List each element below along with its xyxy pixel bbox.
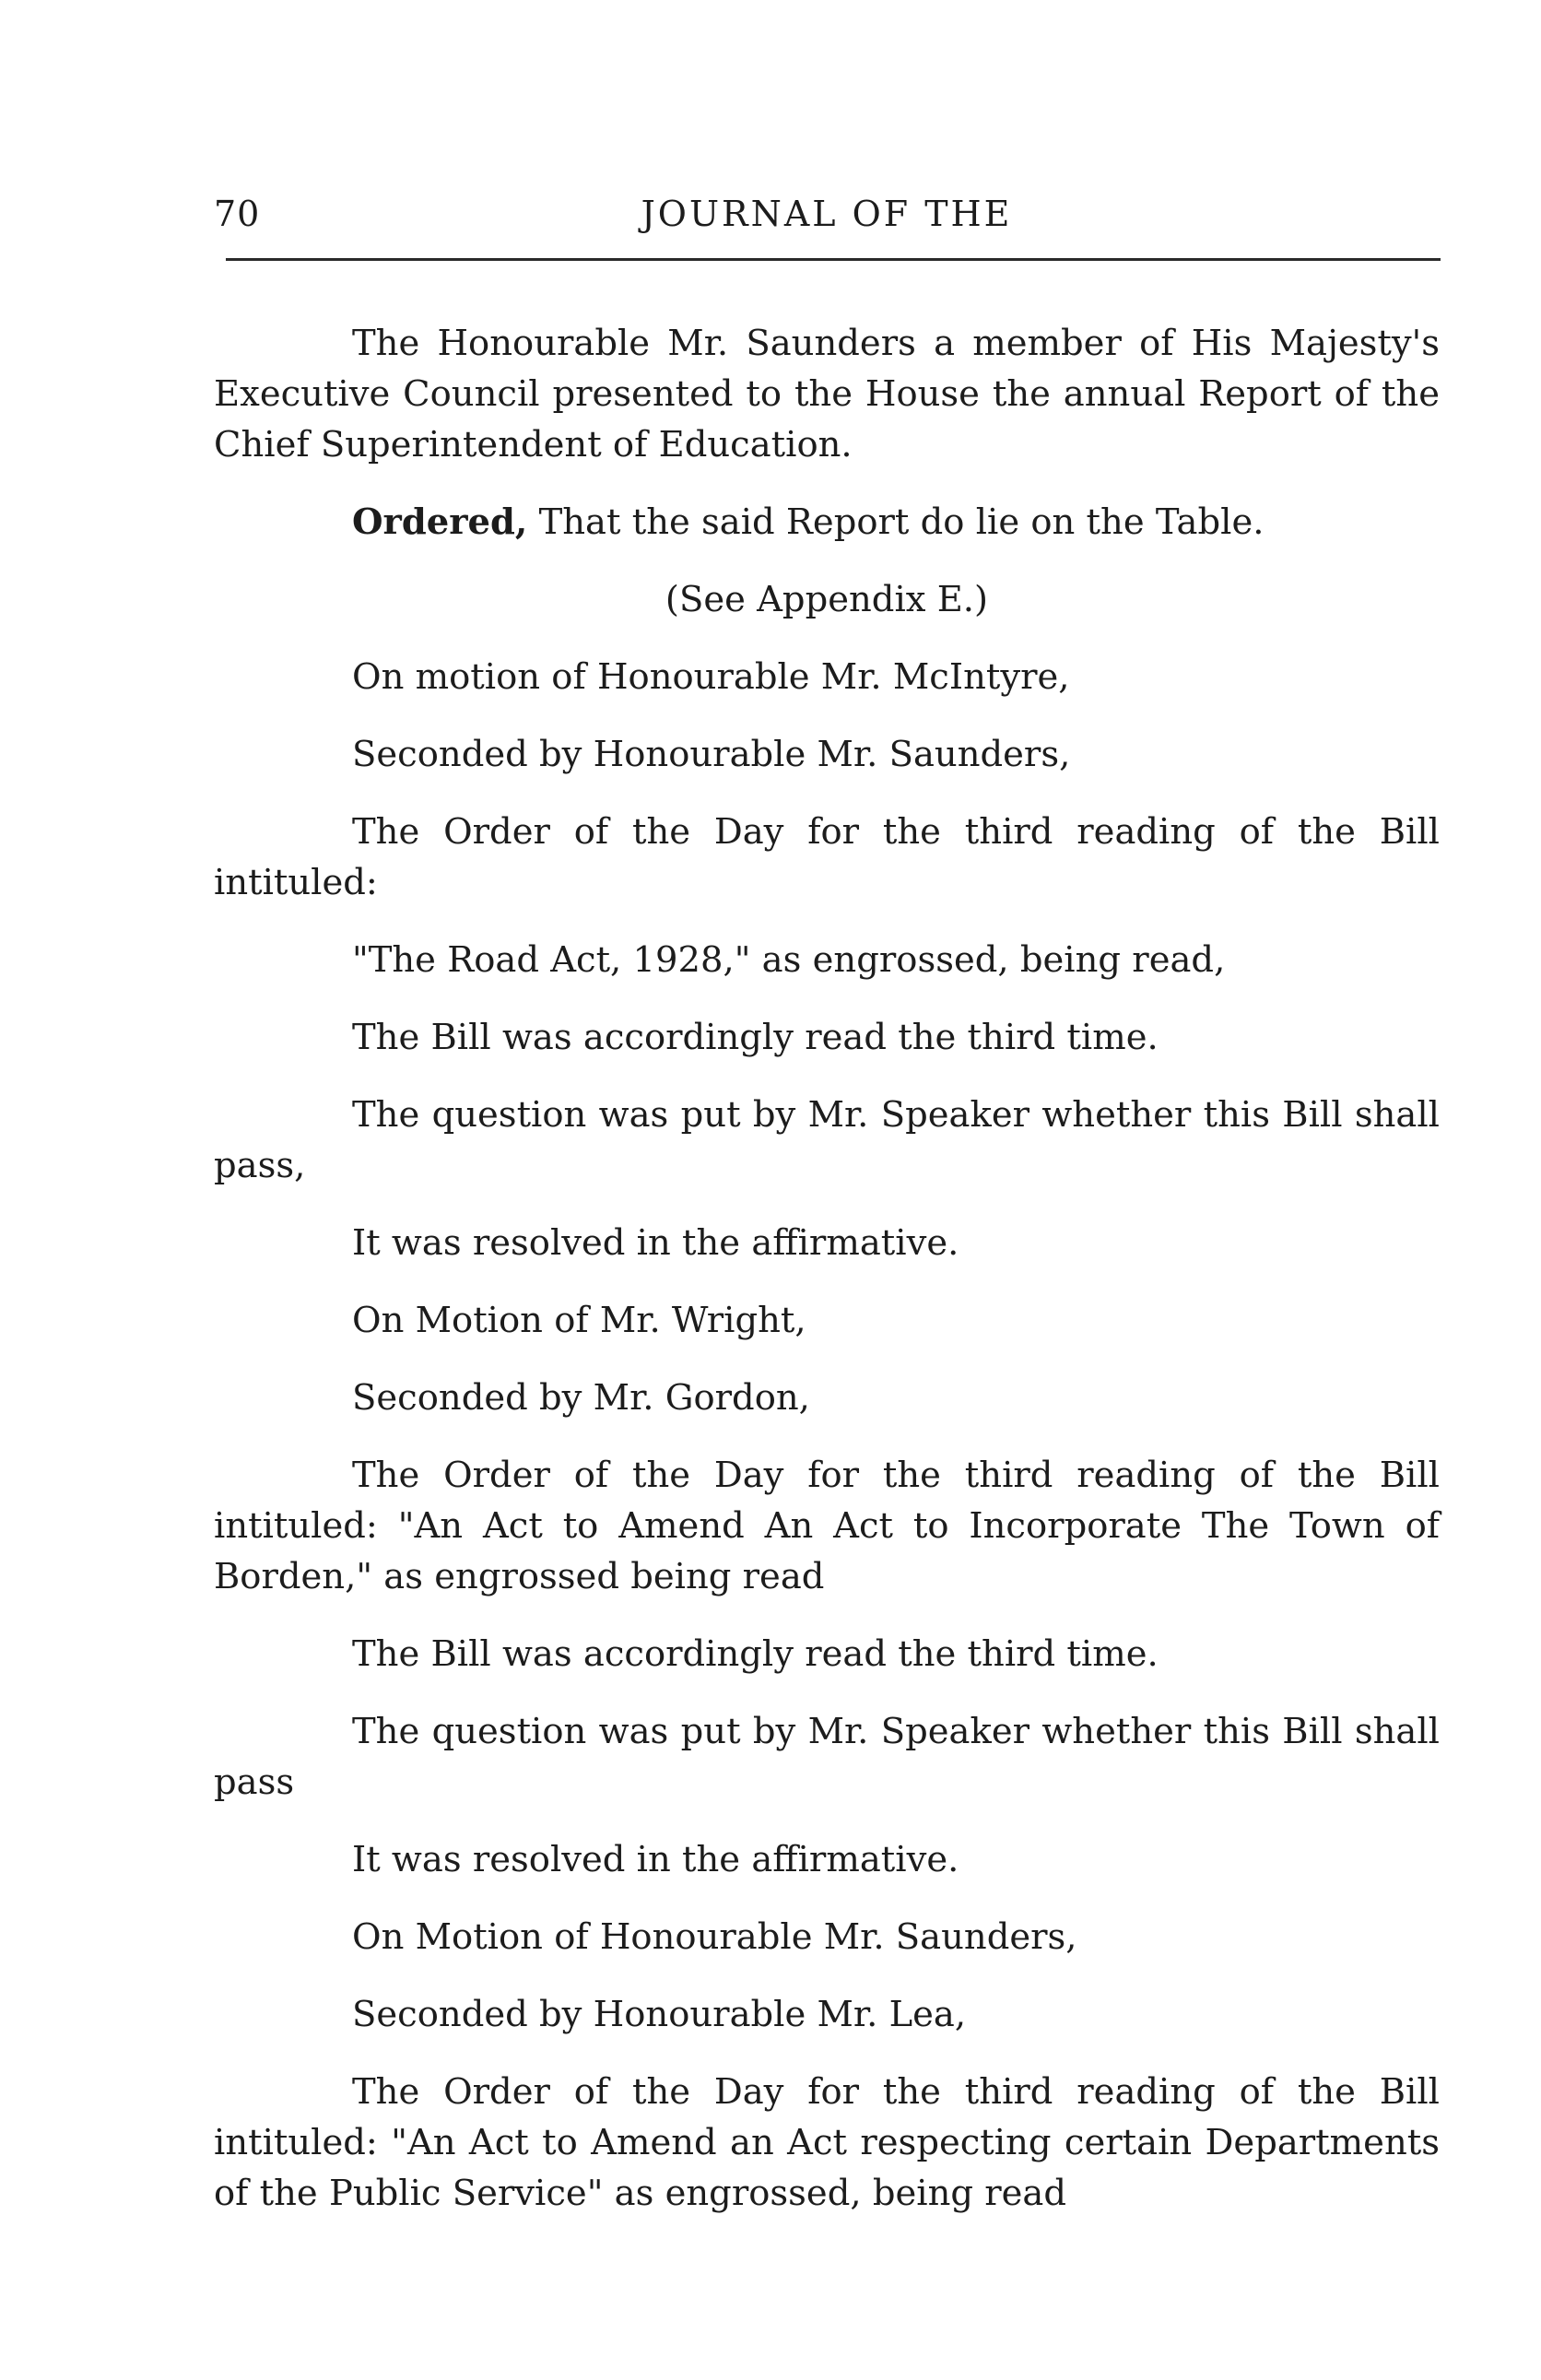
paragraph-third-reading-1: The Bill was accordingly read the third time. <box>352 1017 1159 1058</box>
paragraph-seconded-3: Seconded by Honourable Mr. Lea, <box>352 1994 967 2035</box>
page-header <box>214 194 1440 249</box>
paragraph-seconded-1: Seconded by Honourable Mr. Saunders, <box>352 734 1071 775</box>
paragraph-motion-3: On Motion of Honourable Mr. Saunders, <box>352 1916 1077 1958</box>
ordered-text: That the said Report do lie on the Table. <box>527 501 1265 543</box>
paragraph-order-of-day-3: The Order of the Day for the third reading of the Bill intituled: "An Act to Amend an Act respecting certain Departments of the Public Service" as engrossed, being read <box>214 2071 1440 2214</box>
appendix-reference: (See Appendix E.) <box>665 579 989 620</box>
paragraph-motion-2: On Motion of Mr. Wright, <box>352 1300 806 1341</box>
paragraph-order-of-day-2: The Order of the Day for the third reading of the Bill intituled: "An Act to Amend An Act to Incorporate The Town of Borden," as engrossed being read <box>214 1455 1440 1597</box>
paragraph-third-reading-2: The Bill was accordingly read the third time. <box>352 1633 1159 1675</box>
paragraph-report-presented: The Honourable Mr. Saunders a member of His Majesty's Executive Council presented to the House the annual Report of the Chief Superintendent of Education. <box>214 323 1440 465</box>
page-number: 70 <box>214 194 261 234</box>
journal-body <box>214 318 1440 2219</box>
ordered-lead: Ordered, <box>352 501 528 543</box>
header-rule <box>226 258 1441 261</box>
paragraph-road-act: "The Road Act, 1928," as engrossed, being read, <box>352 939 1226 981</box>
paragraph-order-of-day-1: The Order of the Day for the third reading of the Bill intituled: <box>214 811 1440 903</box>
paragraph-question-2: The question was put by Mr. Speaker whether this Bill shall pass <box>214 1711 1440 1803</box>
paragraph-resolved-2: It was resolved in the affirmative. <box>352 1839 959 1880</box>
paragraph-resolved-1: It was resolved in the affirmative. <box>352 1222 959 1264</box>
paragraph-seconded-2: Seconded by Mr. Gordon, <box>352 1377 810 1419</box>
paragraph-motion-1: On motion of Honourable Mr. McIntyre, <box>352 656 1070 698</box>
paragraph-ordered <box>214 497 1440 548</box>
paragraph-question-1: The question was put by Mr. Speaker whether this Bill shall pass, <box>214 1094 1440 1186</box>
running-head: JOURNAL OF THE <box>641 194 1013 234</box>
